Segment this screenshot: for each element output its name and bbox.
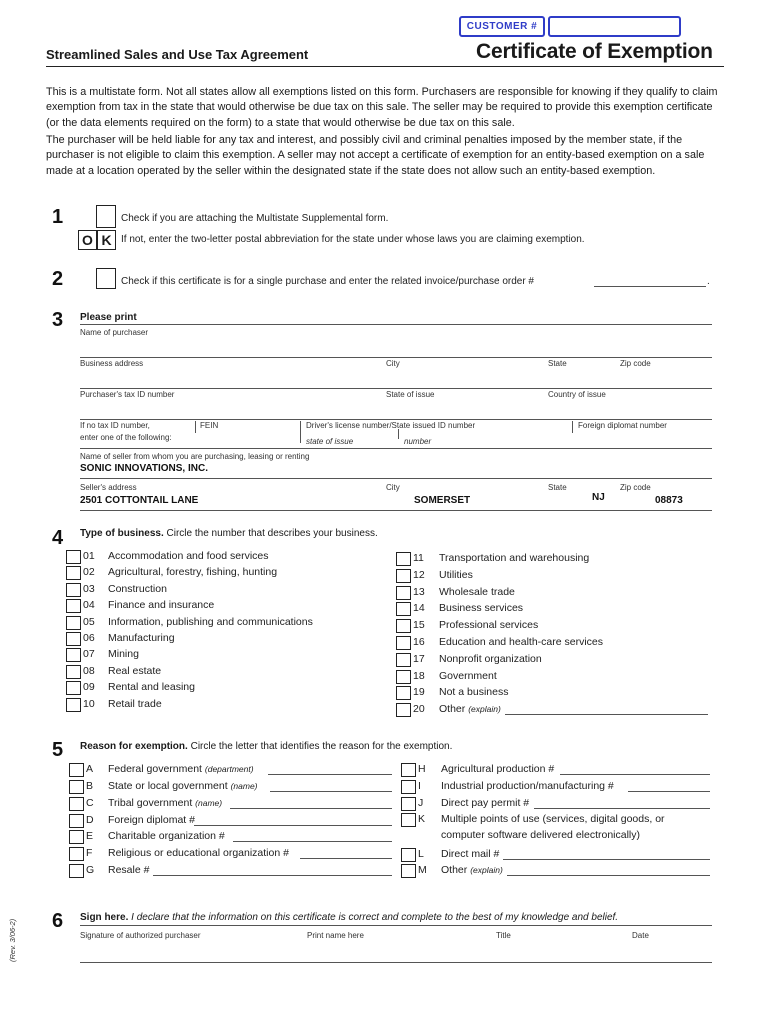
- exemption-reason-label: [441, 763, 554, 775]
- exemption-reason-line[interactable]: [300, 858, 392, 859]
- dl-state-of-issue-label: state of issue: [306, 437, 354, 446]
- business-type-label: [439, 686, 508, 698]
- invoice-number-end: .: [707, 276, 710, 287]
- reason-for-exemption-bold: Reason for exemption.: [80, 741, 188, 752]
- exemption-reason-label-text: State or local government: [108, 780, 228, 792]
- business-type-checkbox[interactable]: [66, 681, 81, 695]
- exemption-reason-line[interactable]: [503, 859, 710, 860]
- business-type-code: 12: [413, 569, 425, 581]
- seller-name-line[interactable]: [80, 478, 712, 479]
- exemption-reason-checkbox[interactable]: [69, 780, 84, 794]
- business-city-label: City: [386, 359, 400, 368]
- business-type-code: 01: [83, 550, 95, 562]
- exemption-reason-code: J: [418, 797, 424, 809]
- exemption-reason-code: G: [86, 864, 95, 876]
- customer-number-label: CUSTOMER #: [459, 16, 545, 37]
- business-type-checkbox[interactable]: [66, 698, 81, 712]
- business-type-code: 20: [413, 703, 425, 715]
- revision-label: (Rev. 3/06-2): [8, 918, 17, 962]
- tax-id-line[interactable]: [80, 419, 712, 420]
- exemption-reason-checkbox[interactable]: [401, 813, 416, 827]
- exemption-reason-code: A: [86, 763, 94, 775]
- seller-city-value: SOMERSET: [414, 495, 471, 506]
- exemption-reason-checkbox[interactable]: [69, 814, 84, 828]
- business-type-label: Information, publishing and communications: [108, 616, 313, 628]
- sign-here-bold: Sign here.: [80, 912, 129, 923]
- business-type-code: 16: [413, 636, 425, 648]
- purchaser-name-line[interactable]: [80, 357, 712, 358]
- section-6-number: 6: [52, 910, 64, 932]
- exemption-reason-label: [441, 813, 665, 825]
- tax-id-label: Purchaser's tax ID number: [80, 390, 175, 399]
- seller-address-value: 2501 COTTONTAIL LANE: [80, 495, 199, 506]
- business-type-label-text: Wholesale trade: [439, 586, 515, 598]
- exemption-reason-line[interactable]: [628, 791, 710, 792]
- exemption-reason-code: M: [418, 864, 427, 876]
- exemption-reason-line[interactable]: [268, 774, 392, 775]
- business-type-label: Accommodation and food services: [108, 550, 269, 562]
- business-type-checkbox[interactable]: [66, 566, 81, 580]
- business-type-label: Manufacturing: [108, 632, 175, 644]
- customer-number-field[interactable]: [548, 16, 681, 37]
- business-type-label: Real estate: [108, 665, 162, 677]
- print-name-label: Print name here: [307, 931, 364, 940]
- business-type-code: 05: [83, 616, 95, 628]
- business-type-label-text: Utilities: [439, 569, 473, 581]
- dl-state-divider: [300, 433, 301, 443]
- business-type-checkbox[interactable]: [66, 599, 81, 613]
- exemption-reason-label: [108, 847, 289, 859]
- exemption-reason-checkbox[interactable]: [401, 780, 416, 794]
- exemption-reason-label-text: Direct pay permit #: [441, 797, 530, 809]
- exemption-reason-label-text: Direct mail #: [441, 848, 500, 860]
- dl-divider: [300, 421, 301, 433]
- business-type-label-text: Government: [439, 670, 497, 682]
- exemption-reason-label: [108, 797, 222, 809]
- business-type-label: [439, 636, 603, 648]
- state-abbreviation-text: If not, enter the two-letter postal abbreviation for the state under whose laws you are claiming exemption.: [121, 234, 585, 245]
- invoice-number-line[interactable]: [594, 286, 706, 287]
- business-type-checkbox[interactable]: [66, 583, 81, 597]
- business-type-checkbox[interactable]: [396, 602, 411, 616]
- business-type-code: 09: [83, 681, 95, 693]
- tax-id-state-label: State of issue: [386, 390, 435, 399]
- business-type-label: Mining: [108, 648, 139, 660]
- no-tax-id-label-1: If no tax ID number,: [80, 421, 150, 430]
- exemption-reason-note: (department): [204, 764, 254, 774]
- business-type-checkbox[interactable]: [396, 686, 411, 700]
- drivers-license-label: Driver's license number/State issued ID number: [306, 421, 476, 430]
- exemption-reason-checkbox[interactable]: [69, 847, 84, 861]
- other-business-explain-line[interactable]: [505, 714, 708, 715]
- exemption-reason-checkbox[interactable]: [69, 797, 84, 811]
- business-type-checkbox[interactable]: [396, 703, 411, 717]
- certificate-title: Certificate of Exemption: [476, 40, 713, 63]
- exemption-reason-note: (explain): [470, 865, 503, 875]
- exemption-reason-label: [108, 814, 195, 826]
- exemption-reason-label-text: Agricultural production #: [441, 763, 555, 775]
- section-4-number: 4: [52, 527, 64, 549]
- exemption-reason-line[interactable]: [534, 808, 710, 809]
- reason-for-exemption-rest: Circle the letter that identifies the reason for the exemption.: [187, 741, 453, 752]
- business-type-code: 13: [413, 586, 425, 598]
- exemption-reason-label: [441, 848, 499, 860]
- exemption-reason-line[interactable]: [560, 774, 710, 775]
- business-type-checkbox[interactable]: [396, 569, 411, 583]
- business-type-code: 08: [83, 665, 95, 677]
- business-type-checkbox[interactable]: [396, 636, 411, 650]
- business-address-label: Business address: [80, 359, 144, 368]
- exemption-reason-label: [108, 763, 254, 775]
- exemption-reason-code: C: [86, 797, 94, 809]
- exemption-reason-label-text: Multiple points of use (services, digital goods, or: [441, 813, 665, 825]
- please-print-label: Please print: [80, 312, 137, 323]
- seller-zip-label: Zip code: [620, 483, 651, 492]
- exemption-reason-code: I: [418, 780, 421, 792]
- exemption-reason-label: [108, 864, 149, 876]
- business-zip-label: Zip code: [620, 359, 651, 368]
- exemption-reason-checkbox[interactable]: [401, 864, 416, 878]
- exemption-reason-line[interactable]: [153, 875, 392, 876]
- business-type-code: 10: [83, 698, 95, 710]
- business-type-checkbox[interactable]: [396, 552, 411, 566]
- exemption-reason-checkbox[interactable]: [69, 763, 84, 777]
- dl-number-label: number: [404, 437, 432, 446]
- type-of-business-rest: Circle the number that describes your business.: [163, 528, 378, 539]
- exemption-reason-checkbox[interactable]: [401, 763, 416, 777]
- exemption-reason-line[interactable]: [270, 791, 392, 792]
- exemption-reason-note: (name): [230, 781, 258, 791]
- business-type-label-text: Business services: [439, 602, 524, 614]
- exemption-reason-label-text: Industrial production/manufacturing #: [441, 780, 614, 792]
- exemption-reason-checkbox[interactable]: [401, 797, 416, 811]
- exemption-reason-code: F: [86, 847, 93, 859]
- agreement-title: Streamlined Sales and Use Tax Agreement: [46, 47, 309, 62]
- exemption-reason-line[interactable]: [507, 875, 710, 876]
- business-type-checkbox[interactable]: [396, 653, 411, 667]
- fein-divider: [195, 421, 196, 433]
- business-type-label: [439, 670, 497, 682]
- foreign-diplomat-label: Foreign diplomat number: [578, 421, 667, 430]
- seller-address-line[interactable]: [80, 510, 712, 511]
- single-purchase-text: Check if this certificate is for a single purchase and enter the related invoice/purchase order #: [121, 276, 534, 287]
- business-type-label: [439, 653, 542, 665]
- business-type-code: 14: [413, 602, 425, 614]
- business-type-label-text: Not a business: [439, 686, 509, 698]
- section-1-number: 1: [52, 206, 64, 228]
- state-letter-1[interactable]: O: [78, 230, 97, 250]
- reason-for-exemption-title: [80, 741, 452, 752]
- business-type-label: Finance and insurance: [108, 599, 215, 611]
- exemption-reason-label-text: Other: [441, 864, 468, 876]
- id-options-line[interactable]: [80, 448, 712, 449]
- sign-here-declaration: I declare that the information on this certificate is correct and complete to the best of my knowledge and belief.: [128, 912, 619, 923]
- type-of-business-bold: Type of business.: [80, 528, 164, 539]
- business-type-label: [439, 552, 589, 564]
- title-label: Title: [496, 931, 511, 940]
- business-type-note: (explain): [468, 704, 501, 714]
- seller-name-label: Name of seller from whom you are purchasing, leasing or renting: [80, 452, 310, 461]
- business-type-code: 18: [413, 670, 425, 682]
- date-label: Date: [632, 931, 649, 940]
- business-type-checkbox[interactable]: [396, 670, 411, 684]
- business-type-checkbox[interactable]: [396, 619, 411, 633]
- fein-label: FEIN: [200, 421, 219, 430]
- business-type-label: [439, 586, 515, 598]
- business-type-label-text: Nonprofit organization: [439, 653, 542, 665]
- exemption-reason-label-text: Religious or educational organization #: [108, 847, 289, 859]
- exemption-reason-label-text: Federal government: [108, 763, 202, 775]
- business-type-label-text: Transportation and warehousing: [439, 552, 590, 564]
- exemption-reason-checkbox[interactable]: [401, 848, 416, 862]
- business-address-line[interactable]: [80, 388, 712, 389]
- sign-here-rule: [80, 925, 712, 926]
- purchaser-name-label: Name of purchaser: [80, 328, 149, 337]
- business-type-code: 17: [413, 653, 425, 665]
- exemption-reason-code: K: [418, 813, 426, 825]
- exemption-reason-label: [108, 830, 225, 842]
- intro-paragraph-2: The purchaser will be held liable for any tax and interest, and possibly civil and criminal penalties imposed by the member state, if the purchaser is not eligible to claim this exemption. A seller may not accept a certificate of exemption for an entity-based exemption on a sale made at a location operated by the seller within the designated state if the state does not allow such an entity-based exemption.: [46, 134, 705, 177]
- exemption-reason-checkbox[interactable]: [69, 830, 84, 844]
- section-3-number: 3: [52, 309, 64, 331]
- exemption-reason-label: [441, 864, 503, 876]
- business-type-checkbox[interactable]: [66, 616, 81, 630]
- header-divider: [46, 66, 724, 67]
- business-type-label: Retail trade: [108, 698, 162, 710]
- no-tax-id-label-2: enter one of the following:: [80, 433, 172, 442]
- exemption-reason-code: L: [418, 848, 424, 860]
- intro-paragraph-1: This is a multistate form. Not all states allow all exemptions listed on this form. Purchasers are responsible for knowing if they qualify to claim exemption from tax in the state that would otherwise be due tax on this sale. The seller may be required to provide this exemption certificate (or the data elements required on the form) to a state that would otherwise be due tax on this sale.: [46, 86, 718, 129]
- business-type-checkbox[interactable]: [66, 648, 81, 662]
- seller-address-label: Seller's address: [80, 483, 137, 492]
- business-type-label: [439, 703, 501, 715]
- business-type-label: [439, 602, 523, 614]
- exemption-reason-label-text: Charitable organization #: [108, 830, 225, 842]
- business-type-code: 03: [83, 583, 95, 595]
- seller-state-value: NJ: [592, 492, 605, 503]
- sign-here-statement: [80, 912, 618, 923]
- exemption-reason-code: E: [86, 830, 94, 842]
- supplemental-form-checkbox[interactable]: [96, 205, 116, 228]
- seller-state-label: State: [548, 483, 567, 492]
- business-type-code: 04: [83, 599, 95, 611]
- exemption-reason-line[interactable]: [230, 808, 392, 809]
- section-5-number: 5: [52, 739, 64, 761]
- exemption-reason-line[interactable]: [233, 841, 392, 842]
- business-type-label: Agricultural, forestry, fishing, hunting: [108, 566, 278, 578]
- exemption-reason-code: D: [86, 814, 94, 826]
- business-type-label-text: Education and health-care services: [439, 636, 604, 648]
- business-type-code: 07: [83, 648, 95, 660]
- signature-line[interactable]: [80, 962, 712, 963]
- business-type-checkbox[interactable]: [66, 632, 81, 646]
- exemption-reason-code: B: [86, 780, 94, 792]
- business-type-label: Construction: [108, 583, 167, 595]
- tax-id-country-label: Country of issue: [548, 390, 606, 399]
- exemption-reason-label-text: Resale #: [108, 864, 150, 876]
- business-type-label: Rental and leasing: [108, 681, 195, 693]
- signature-label: Signature of authorized purchaser: [80, 931, 201, 940]
- business-type-label: [439, 619, 538, 631]
- seller-name-value: SONIC INNOVATIONS, INC.: [80, 463, 208, 474]
- exemption-reason-label-line2: computer software delivered electronically): [441, 829, 641, 841]
- business-type-label-text: Other: [439, 703, 466, 715]
- exemption-reason-checkbox[interactable]: [69, 864, 84, 878]
- business-type-code: 06: [83, 632, 95, 644]
- diplomat-divider: [572, 421, 573, 433]
- seller-city-label: City: [386, 483, 400, 492]
- business-state-label: State: [548, 359, 567, 368]
- exemption-reason-label: [441, 780, 614, 792]
- please-print-rule: [80, 324, 712, 325]
- exemption-reason-label-text: Tribal government: [108, 797, 193, 809]
- business-type-code: 19: [413, 686, 425, 698]
- business-type-checkbox[interactable]: [66, 550, 81, 564]
- supplemental-form-text: Check if you are attaching the Multistate Supplemental form.: [121, 213, 389, 224]
- single-purchase-checkbox[interactable]: [96, 268, 116, 289]
- exemption-reason-code: H: [418, 763, 426, 775]
- exemption-reason-note: (name): [195, 798, 223, 808]
- seller-zip-value: 08873: [655, 495, 683, 506]
- business-type-checkbox[interactable]: [396, 586, 411, 600]
- dl-number-divider: [398, 429, 399, 439]
- section-2-number: 2: [52, 268, 64, 290]
- exemption-reason-line[interactable]: [194, 825, 392, 826]
- business-type-code: 11: [413, 552, 424, 564]
- business-type-code: 02: [83, 566, 95, 578]
- type-of-business-title: [80, 528, 378, 539]
- state-letter-2[interactable]: K: [97, 230, 116, 250]
- exemption-reason-label: [108, 780, 258, 792]
- exemption-reason-label: [441, 797, 529, 809]
- business-type-checkbox[interactable]: [66, 665, 81, 679]
- business-type-label-text: Professional services: [439, 619, 539, 631]
- exemption-reason-label-text: Foreign diplomat #: [108, 814, 195, 826]
- business-type-code: 15: [413, 619, 425, 631]
- business-type-label: [439, 569, 473, 581]
